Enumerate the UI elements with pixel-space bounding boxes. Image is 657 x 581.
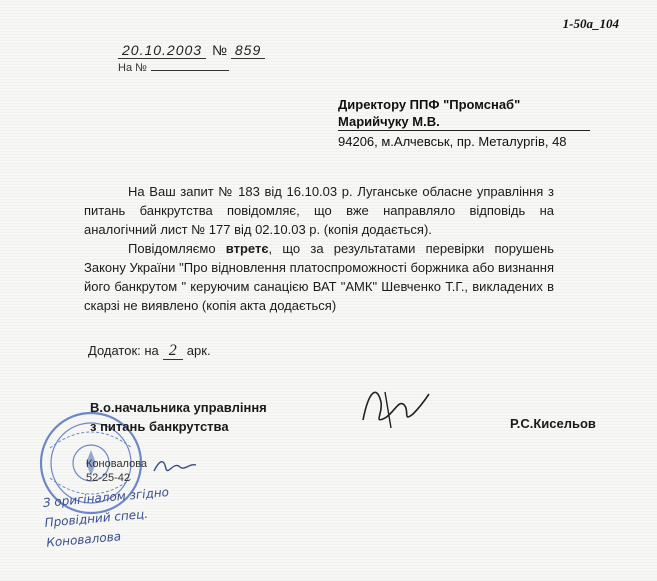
executor-block xyxy=(86,457,147,485)
signer-title xyxy=(90,398,267,436)
reference-label: На № xyxy=(118,62,147,74)
enclosure-count: 2 xyxy=(163,342,183,360)
addressee-position: Директору ППФ "Промснаб" xyxy=(338,97,521,112)
body-paragraph-2 xyxy=(84,239,554,315)
reference-blank xyxy=(151,70,229,71)
certification-note xyxy=(42,482,173,553)
executor-phone: 52-25-42 xyxy=(86,472,131,484)
number-label: № xyxy=(211,42,227,58)
addressee-name: Марийчуку М.В. xyxy=(338,113,590,131)
date-number-line xyxy=(118,42,265,58)
enclosure-label: Додаток: на xyxy=(88,343,159,358)
document-date: 20.10.2003 xyxy=(118,42,206,59)
signer-title-line-2: з питань банкрутства xyxy=(90,419,229,434)
executor-initials-mark xyxy=(150,455,200,482)
enclosure-unit: арк. xyxy=(186,343,211,358)
note-line-2: Провідний спец. xyxy=(44,506,149,530)
paragraph-2-emphasis: втретє xyxy=(225,241,269,256)
letter-body xyxy=(84,182,554,315)
paragraph-2-start: Повідомляємо xyxy=(128,241,226,256)
enclosure-line xyxy=(88,342,211,360)
addressee-block xyxy=(338,96,590,150)
signature-mark xyxy=(355,380,435,440)
reference-line xyxy=(118,62,229,74)
addressee-address: 94206, м.Алчевськ, пр. Металургів, 48 xyxy=(338,134,567,149)
paragraph-2-rest: , що за результатами перевірки порушень Закону України "Про відновлення платоспроможності боржника або визнання його банкрутом " керуючим санацією ВАТ "АМК" Шевченко Т.Г., викладених в скарзі не виявлено (копія акта додається) xyxy=(84,241,554,313)
document-number: 859 xyxy=(231,42,265,59)
note-line-1: З оригіналом згідно xyxy=(42,484,170,510)
note-line-3: Коновалова xyxy=(45,529,122,550)
executor-name: Коновалова xyxy=(86,458,148,470)
signer-name: Р.С.Кисельов xyxy=(510,416,596,431)
document-code: 1-50а_104 xyxy=(562,16,619,31)
signer-title-line-1: В.о.начальника управління xyxy=(90,400,267,415)
body-paragraph-1: На Ваш запит № 183 від 16.10.03 р. Луганське обласне управління з питань банкрутства повідомляє, що вже направляло відповідь на аналогічний лист № 177 від 02.10.03 р. (копія додається). xyxy=(84,184,554,237)
